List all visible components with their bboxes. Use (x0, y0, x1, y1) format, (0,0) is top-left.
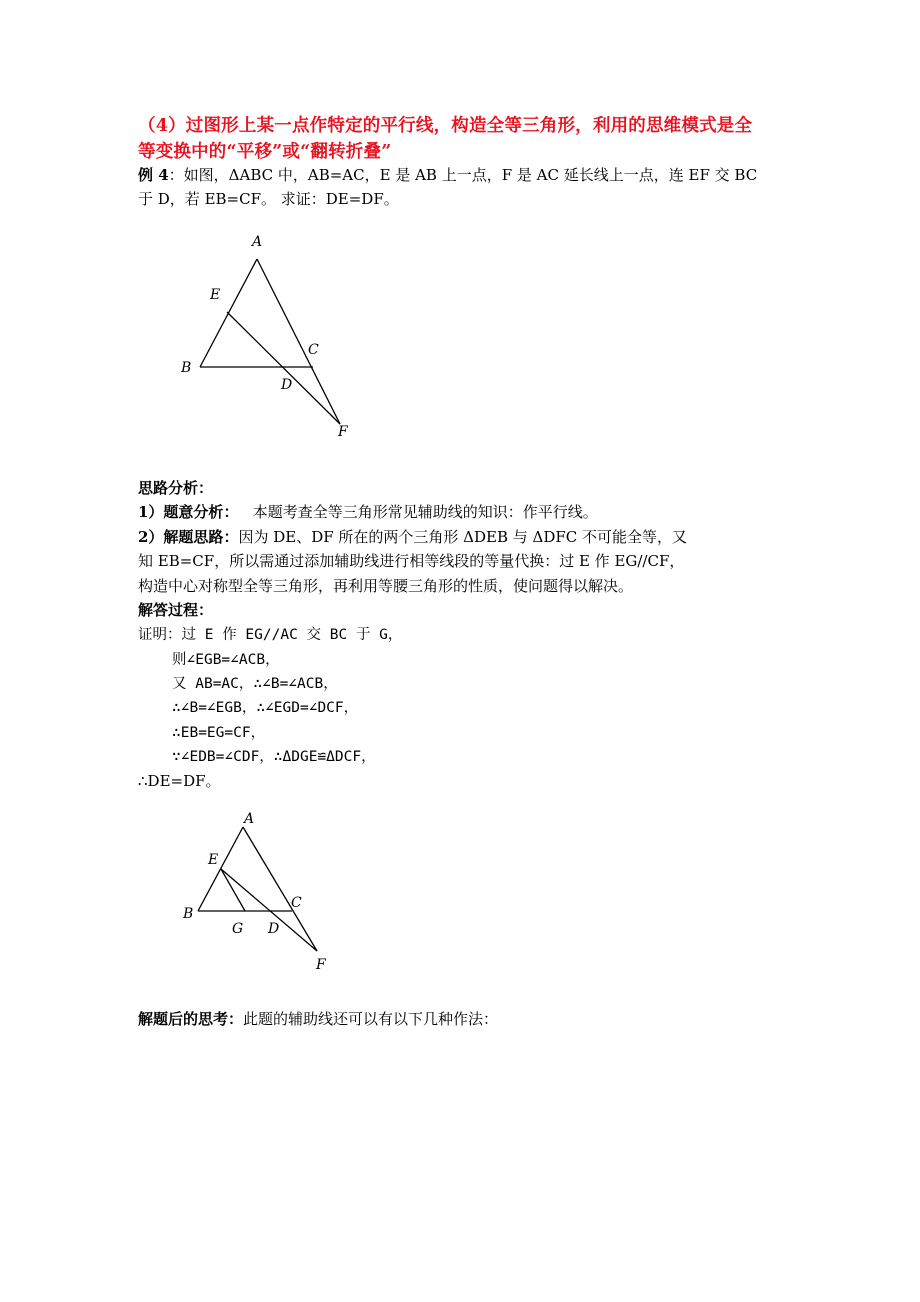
example-statement-line-2: 于 D，若 EB=CF。 求证：DE=DF。 (138, 190, 399, 208)
analysis-item-2-label: 2）解题思路： (138, 528, 239, 546)
example-label: 例 4 (138, 166, 169, 184)
analysis-item-2-line-3: 构造中心对称型全等三角形，再利用等腰三角形的性质，使问题得以解决。 (138, 577, 634, 595)
segment-ab (198, 827, 243, 911)
analysis-item-2-line-2: 知 EB=CF，所以需通过添加辅助线进行相等线段的等量代换：过 E 作 EG//CF， (138, 552, 685, 570)
point-label-e: E (208, 852, 219, 868)
example-text: ：如图，ΔABC 中，AB=AC，E 是 AB 上一点，F 是 AC 延长线上一点，连 EF 交 BC (168, 166, 758, 184)
analysis-item-1-text: 本题考查全等三角形常见辅助线的知识：作平行线。 (252, 503, 598, 521)
analysis-item-1 (138, 501, 598, 522)
point-label-d: D (281, 377, 293, 393)
proof-line: 则∠EGB=∠ACB， (172, 652, 280, 668)
point-label-f: F (338, 424, 348, 440)
segment-af (243, 827, 317, 951)
point-label-a: A (244, 811, 255, 827)
triangle-figure-2 (0, 790, 920, 990)
proof-line: 证明：过 E 作 EG//AC 交 BC 于 G， (138, 627, 403, 643)
reflection-line (138, 1008, 498, 1029)
point-label-f: F (316, 957, 326, 973)
proof-line: 又 AB=AC，∴∠B=∠ACB， (172, 676, 338, 692)
section-heading-line-1: （4）过图形上某一点作特定的平行线，构造全等三角形，利用的思维模式是全 (138, 116, 753, 136)
solution-title: 解答过程： (138, 601, 214, 619)
proof-line: ∴EB=EG=CF， (172, 725, 266, 741)
analysis-item-2-text-1: 因为 DE、DF 所在的两个三角形 ΔDEB 与 ΔDFC 不可能全等，又 (238, 528, 688, 546)
point-label-e: E (210, 287, 221, 303)
analysis-item-2 (138, 526, 687, 547)
point-label-c: C (291, 895, 302, 911)
proof-line: ∴∠B=∠EGB，∴∠EGD=∠DCF， (172, 700, 359, 716)
segment-ef (221, 869, 317, 951)
point-label-c: C (308, 342, 319, 358)
point-label-b: B (183, 906, 194, 922)
point-label-b: B (181, 360, 192, 376)
section-heading-line-2: 等变换中的“平移”或“翻转折叠” (138, 142, 392, 162)
segment-eg (221, 869, 245, 911)
proof-line: ∵∠EDB=∠CDF，∴ΔDGE≌ΔDCF， (172, 749, 376, 765)
segment-af (257, 259, 340, 424)
point-label-a: A (252, 234, 263, 250)
reflection-text: 此题的辅助线还可以有以下几种作法： (243, 1010, 499, 1028)
analysis-item-1-label: 1）题意分析： (138, 503, 239, 521)
segment-ef (227, 312, 340, 424)
proof-conclusion: ∴DE=DF。 (138, 772, 221, 790)
triangle-figure-1 (0, 0, 920, 460)
point-label-d: D (268, 921, 280, 937)
point-label-g: G (232, 921, 244, 937)
reflection-label: 解题后的思考： (138, 1010, 244, 1028)
analysis-title: 思路分析： (138, 479, 214, 497)
